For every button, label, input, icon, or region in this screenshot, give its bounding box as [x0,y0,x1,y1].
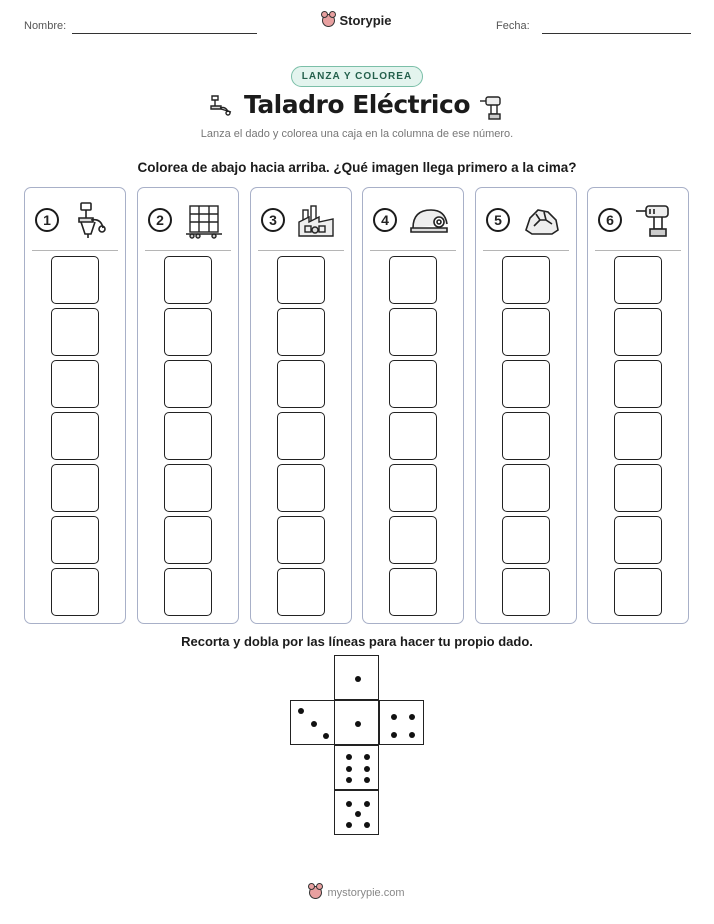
color-box[interactable] [502,568,550,616]
color-box[interactable] [614,464,662,512]
bear-logo-icon [309,886,322,899]
column-divider [145,250,231,251]
color-box[interactable] [389,308,437,356]
column-header [25,188,125,250]
dice-pip [364,754,370,760]
dice-pip [364,766,370,772]
color-box[interactable] [277,256,325,304]
color-box[interactable] [502,360,550,408]
dice-pip [364,801,370,807]
dice-pip [355,721,361,727]
dice-face [379,700,424,745]
date-label: Fecha: [496,20,530,32]
color-box[interactable] [51,256,99,304]
column-divider [595,250,681,251]
column-header [138,188,238,250]
dice-pip [364,822,370,828]
color-box[interactable] [502,256,550,304]
column-divider [258,250,344,251]
color-box[interactable] [502,516,550,564]
color-box[interactable] [614,516,662,564]
footer [0,886,714,902]
dice-pip [409,714,415,720]
column-header [251,188,351,250]
dice-pip [346,766,352,772]
color-box[interactable] [389,412,437,460]
column-5 [475,187,577,624]
color-box[interactable] [277,412,325,460]
dice-pip [355,676,361,682]
color-box[interactable] [51,308,99,356]
dice-pip [323,733,329,739]
color-box[interactable] [51,360,99,408]
column-divider [32,250,118,251]
page-subtitle: Lanza el dado y colorea una caja en la columna de ese número. [200,128,514,140]
dice-pip [346,754,352,760]
hand-drill-icon [71,200,111,240]
column-number: 6 [598,208,622,232]
color-box[interactable] [164,516,212,564]
dice-pip [346,822,352,828]
color-box[interactable] [389,516,437,564]
name-label: Nombre: [24,20,67,32]
name-line [72,33,257,34]
column-2 [137,187,239,624]
hard-hat-icon [409,200,449,240]
color-box[interactable] [502,464,550,512]
color-box[interactable] [51,568,99,616]
color-box[interactable] [51,516,99,564]
dice-pip [409,732,415,738]
column-divider [370,250,456,251]
column-header [476,188,576,250]
column-1 [24,187,126,624]
dice-face [334,700,379,745]
column-divider [483,250,569,251]
color-box[interactable] [164,360,212,408]
color-box[interactable] [164,464,212,512]
color-box[interactable] [389,256,437,304]
dice-face [334,655,379,700]
construction-building-icon [184,200,224,240]
column-header [588,188,688,250]
dice-pip [355,811,361,817]
color-box[interactable] [614,360,662,408]
date-line [542,33,691,34]
footer-url: mystorypie.com [327,886,405,899]
color-box[interactable] [502,412,550,460]
column-number: 4 [373,208,397,232]
dice-instruction: Recorta y dobla por las líneas para hacer tu propio dado. [181,634,533,649]
color-box[interactable] [277,360,325,408]
activity-badge: LANZA Y COLOREA [291,66,423,87]
color-box[interactable] [614,412,662,460]
column-number: 1 [35,208,59,232]
brand-name: Storypie [339,13,392,28]
column-6 [587,187,689,624]
color-box[interactable] [51,464,99,512]
column-number: 2 [148,208,172,232]
color-box[interactable] [277,516,325,564]
dice-pip [346,801,352,807]
brand-logo [0,13,714,32]
column-header [363,188,463,250]
dice-pip [311,721,317,727]
column-number: 3 [261,208,285,232]
color-box[interactable] [389,360,437,408]
dice-face [290,700,335,745]
column-4 [362,187,464,624]
dice-pip [391,714,397,720]
dice-pip [346,777,352,783]
rock-icon [522,200,562,240]
color-box[interactable] [389,568,437,616]
color-box[interactable] [164,412,212,460]
dice-face [334,790,379,835]
color-box[interactable] [164,308,212,356]
color-box[interactable] [164,256,212,304]
color-box[interactable] [389,464,437,512]
power-drill-icon [478,92,508,122]
color-box[interactable] [614,256,662,304]
color-box[interactable] [614,308,662,356]
color-box[interactable] [51,412,99,460]
power-drill-icon [634,200,674,240]
color-box[interactable] [277,464,325,512]
bear-logo-icon [322,14,335,27]
color-box[interactable] [277,308,325,356]
page-title: Taladro Eléctrico [243,90,470,119]
color-box[interactable] [502,308,550,356]
column-number: 5 [486,208,510,232]
dice-pip [364,777,370,783]
coloring-instruction: Colorea de abajo hacia arriba. ¿Qué imagen llega primero a la cima? [137,160,577,175]
dice-face [334,745,379,790]
factory-icon [297,200,337,240]
column-3 [250,187,352,624]
dice-pip [298,708,304,714]
dice-pip [391,732,397,738]
color-box[interactable] [164,568,212,616]
color-box[interactable] [614,568,662,616]
color-box[interactable] [277,568,325,616]
